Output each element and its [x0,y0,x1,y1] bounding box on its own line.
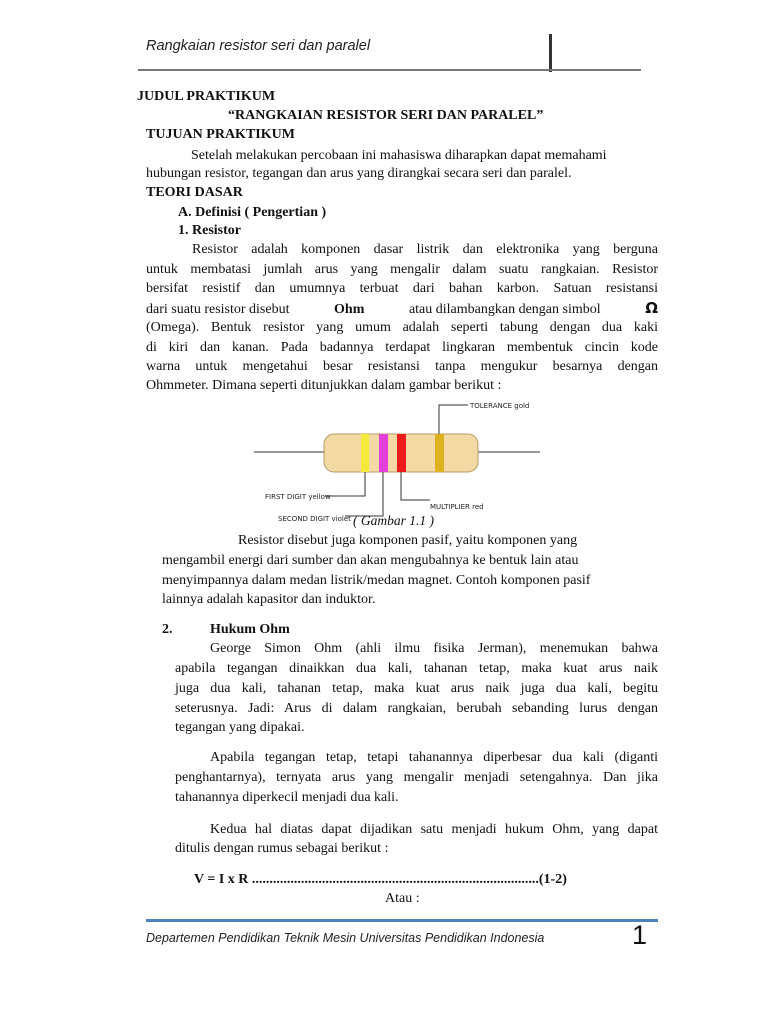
hukum-title: Hukum Ohm [210,622,290,637]
resistor-paragraph-line: Resistor adalah komponen dasar listrik dan elektronika yang berguna [192,242,658,257]
page-header-title: Rangkaian resistor seri dan paralel [146,38,371,54]
resistor-paragraph-line: untuk membatasi jumlah arus yang mengalir dalam suatu rangkaian. Resistor [146,262,658,277]
band-multiplier-red [397,434,406,472]
text-run: dari suatu resistor disebut [146,302,290,317]
pasif-line: mengambil energi dari sumber dan akan mengubahnya ke bentuk lain atau [162,553,579,568]
resistor-paragraph-line: (Omega). Bentuk resistor yang umum adalah seperti tabung dengan dua kaki [146,320,658,335]
teori-heading: TEORI DASAR [146,185,243,200]
resistor-paragraph-line: warna untuk mengetahui besar resistansi tanpa mengukur besarnya dengan [146,359,658,374]
second-digit-pointer [345,472,383,516]
judul-title: “RANGKAIAN RESISTOR SERI DAN PARALEL” [228,108,544,123]
hukum-p1-line: tegangan yang dipakai. [175,720,305,735]
hukum-p1-line: apabila tegangan dinaikkan dua kali, tahanan tetap, maka kuat arus naik [175,661,658,676]
atau-text: Atau : [385,891,420,906]
tolerance-pointer [439,405,468,434]
hukum-p1-line: juga dua kali, tahanan tetap, maka kuat arus naik juga dua kali, begitu [175,681,658,696]
hukum-p1-line: seterusnya. Jadi: Arus di dalam rangkaian, berubah sebanding lurus dengan [175,701,658,716]
pasif-line: lainnya adalah kapasitor dan induktor. [162,592,376,607]
pasif-line: menyimpannya dalam medan listrik/medan magnet. Contoh komponen pasif [162,573,591,588]
hukum-p2-line: tahanannya diperkecil menjadi dua kali. [175,790,399,805]
tujuan-line: hubungan resistor, tegangan dan arus yang dirangkai secara seri dan paralel. [146,166,572,181]
hukum-p3-line: Kedua hal diatas dapat dijadikan satu menjadi hukum Ohm, yang dapat [210,822,658,837]
ohm-law-equation: V = I x R ..................................................................................(1-2) [194,872,567,887]
omega-symbol: Ω [645,299,658,317]
hukum-p1-line: George Simon Ohm (ahli ilmu fisika Jerman), menemukan bahwa [210,641,658,656]
resistor-paragraph-line: bersifat resistif dan umumnya terbuat dari bahan karbon. Satuan resistansi [146,281,658,296]
definisi-heading: A. Definisi ( Pengertian ) [178,205,327,220]
multiplier-pointer [401,472,430,500]
tolerance-label: TOLERANCE gold [470,402,530,410]
header-vertical-bar [549,34,552,72]
first-digit-pointer [325,472,365,496]
figure-caption: ( Gambar 1.1 ) [353,513,434,528]
multiplier-label: MULTIPLIER red [430,503,484,511]
resistor-heading: 1. Resistor [178,223,241,238]
judul-heading: JUDUL PRAKTIKUM [137,89,276,104]
first-digit-label: FIRST DIGIT yellow [265,493,331,501]
hukum-number: 2. [162,622,173,637]
footer-department-text: Departemen Pendidikan Teknik Mesin Universitas Pendidikan Indonesia [146,931,545,945]
ohm-term: Ohm [334,302,365,317]
hukum-p2-line: Apabila tegangan tetap, tetapi tahanannya diperbesar dua kali (diganti [210,750,658,765]
band-first-digit-yellow [361,434,369,472]
resistor-color-code-figure [240,388,570,533]
resistor-paragraph-line: Ohmmeter. Dimana seperti ditunjukkan dalam gambar berikut : [146,378,502,393]
second-digit-label: SECOND DIGIT violet [278,515,351,523]
hukum-p3-line: ditulis dengan rumus sebagai berikut : [175,841,389,856]
header-rule [138,69,641,71]
tujuan-heading: TUJUAN PRAKTIKUM [146,127,295,142]
pasif-line: Resistor disebut juga komponen pasif, yaitu komponen yang [238,533,578,548]
text-run: atau dilambangkan dengan simbol [408,302,601,317]
band-tolerance-gold [435,434,444,472]
band-second-digit-violet [379,434,388,472]
resistor-paragraph-line: di kiri dan kanan. Pada badannya terdapat lingkaran membentuk cincin kode [146,340,658,355]
hukum-p2-line: penghantarnya), ternyata arus yang mengalir menjadi setengahnya. Dan jika [175,770,658,785]
tujuan-line: Setelah melakukan percobaan ini mahasiswa diharapkan dapat memahami [191,148,607,163]
resistor-paragraph-line [146,300,658,318]
footer-rule [146,919,658,922]
page-number: 1 [632,920,648,950]
